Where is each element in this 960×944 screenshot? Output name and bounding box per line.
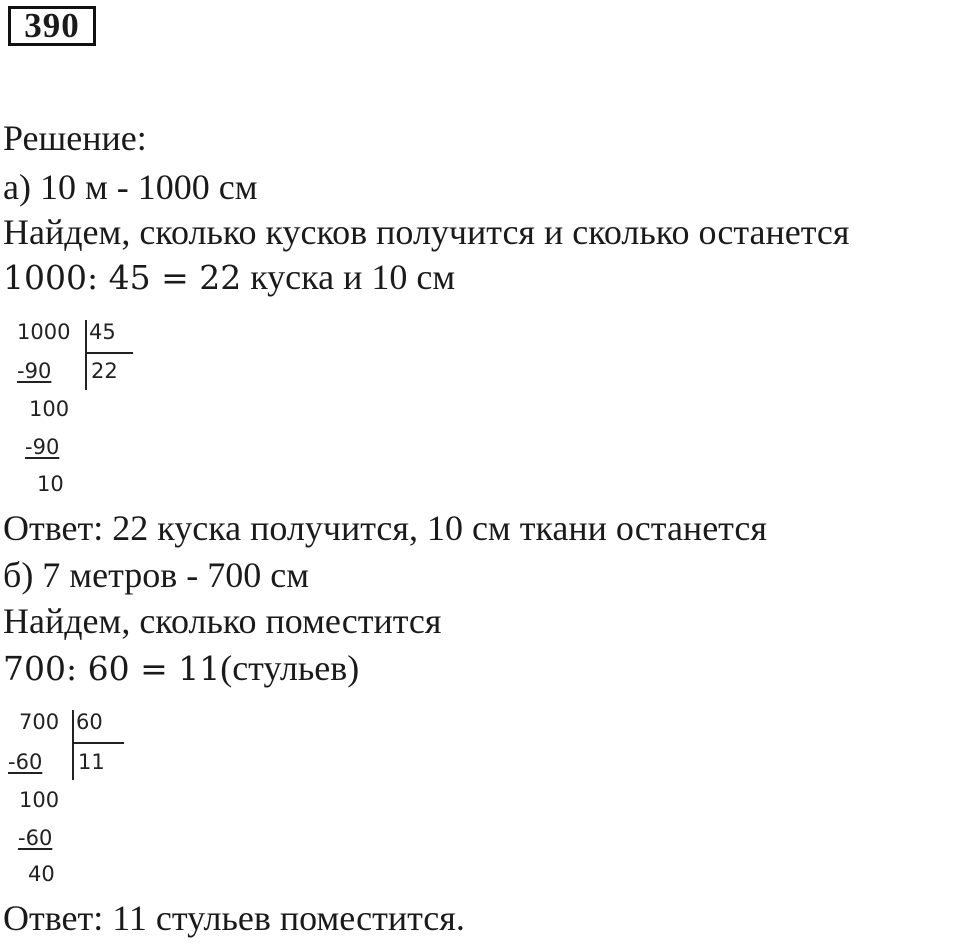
- part-a-condition: а) 10 м - 1000 см: [3, 167, 258, 207]
- part-a-calculation: [3, 257, 455, 298]
- part-a-answer: Ответ: 22 куска получится, 10 см ткани останется: [3, 508, 767, 548]
- part-b-equation-text: (стульев): [220, 648, 360, 688]
- long-division-a: [0, 320, 160, 500]
- solution-heading: Решение:: [3, 118, 147, 158]
- remainder: 10: [37, 472, 64, 496]
- subtrahend-1: -60: [8, 750, 43, 774]
- part-b-find-text: Найдем, сколько поместится: [3, 601, 442, 641]
- divisor: 60: [76, 710, 103, 734]
- quotient: 22: [91, 359, 118, 383]
- division-vertical-bar: [85, 320, 87, 390]
- remainder: 40: [28, 862, 55, 886]
- part-a-equation-text: куска и 10 см: [241, 257, 456, 297]
- quotient: 11: [78, 750, 105, 774]
- part-b-calculation: [3, 648, 359, 689]
- dividend: 1000: [17, 320, 71, 344]
- part-b-answer: Ответ: 11 стульев поместится.: [3, 898, 465, 938]
- subtrahend-2: -90: [25, 435, 60, 459]
- part-a-equation: 1000: 45 = 22: [3, 258, 242, 297]
- subtrahend-1: -90: [17, 359, 52, 383]
- part-b-condition: б) 7 метров - 700 см: [3, 555, 309, 595]
- long-division-b: [0, 710, 160, 890]
- partial-remainder: 100: [19, 788, 60, 812]
- part-a-find-text: Найдем, сколько кусков получится и сколько останется: [3, 212, 850, 252]
- task-number: 390: [8, 6, 96, 46]
- dividend: 700: [19, 710, 60, 734]
- division-horizontal-bar: [85, 352, 133, 354]
- part-b-equation: 700: 60 = 11: [3, 649, 221, 688]
- divisor: 45: [89, 320, 116, 344]
- division-vertical-bar: [72, 710, 74, 780]
- partial-remainder: 100: [29, 397, 70, 421]
- division-horizontal-bar: [72, 742, 124, 744]
- subtrahend-2: -60: [18, 826, 53, 850]
